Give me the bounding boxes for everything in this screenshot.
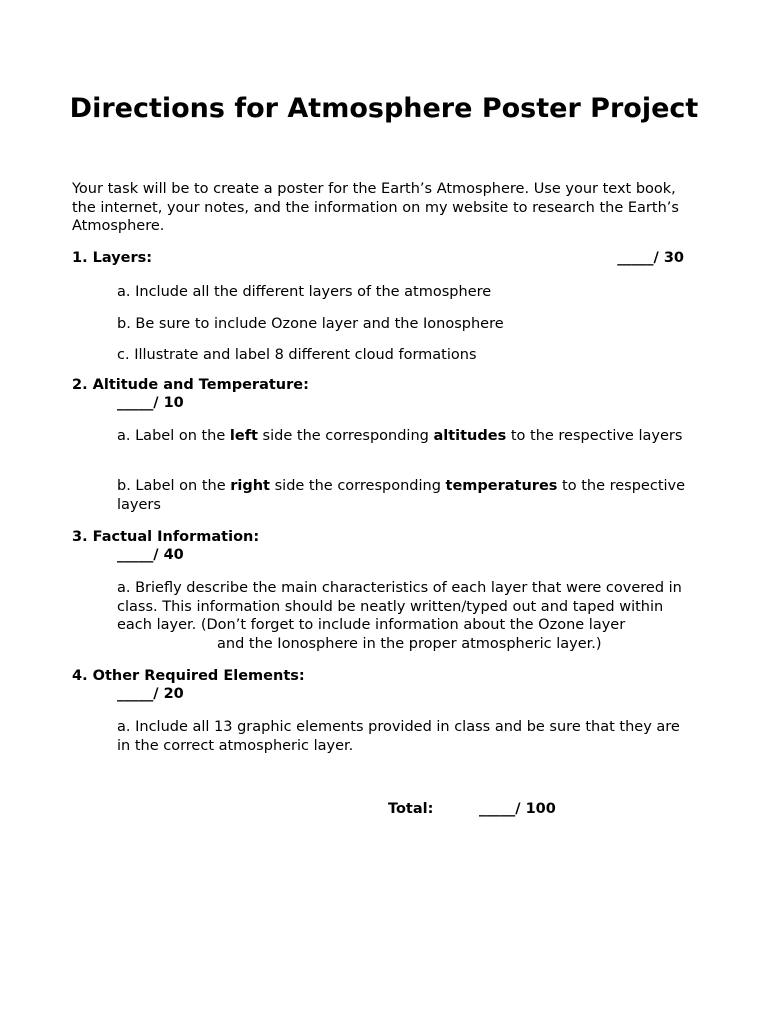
- section-1-score: _____/ 30: [617, 250, 684, 266]
- total-label: Total:: [388, 801, 434, 817]
- text-run: and the Ionosphere in the proper atmospheric layer.): [217, 635, 602, 652]
- section-4-score: _____/ 20: [117, 686, 184, 702]
- text-run: side the corresponding: [257, 428, 434, 444]
- total-score: _____/ 100: [479, 801, 556, 817]
- section-1-item-a: a. Include all the different layers of the atmosphere: [117, 284, 492, 300]
- emphasis-altitudes: altitudes: [433, 428, 507, 444]
- text-run: to the respective layers: [506, 428, 683, 444]
- section-2-heading: 2. Altitude and Temperature:: [72, 377, 309, 393]
- text-run: b. Label on the: [117, 478, 231, 494]
- page-title: Directions for Atmosphere Poster Project: [69, 93, 699, 124]
- emphasis-temperatures: temperatures: [445, 478, 558, 494]
- section-2-score: _____/ 10: [117, 395, 184, 411]
- text-run: to the respective layers: [117, 478, 686, 513]
- section-3-heading: 3. Factual Information:: [72, 529, 260, 545]
- section-1-item-b: b. Be sure to include Ozone layer and the Ionosphere: [117, 316, 504, 332]
- section-heading-text: 1. Layers:: [72, 250, 153, 266]
- section-1-item-c: c. Illustrate and label 8 different cloud formations: [117, 347, 477, 363]
- text-run: a. Briefly describe the main characteristics of each layer that were covered in class. This information should be neatly written/typed out and taped within each layer. (Don’t forget to include information about the Ozone layer: [117, 580, 682, 633]
- section-3-item-a: [117, 579, 692, 653]
- section-1-heading: [72, 249, 692, 267]
- section-2-item-a: [117, 427, 692, 446]
- text-run: side the corresponding: [270, 478, 446, 494]
- section-4-item-a: a. Include all 13 graphic elements provided in class and be sure that they are in the correct atmospheric layer.: [117, 719, 680, 754]
- text-run: a. Label on the: [117, 428, 230, 444]
- section-3-score: _____/ 40: [117, 547, 184, 563]
- emphasis-right: right: [230, 478, 270, 494]
- emphasis-left: left: [229, 428, 258, 444]
- intro-paragraph: Your task will be to create a poster for the Earth’s Atmosphere. Use your text book, the internet, your notes, and the information on my website to research the Earth’s Atmosphere.: [72, 181, 679, 234]
- section-2-item-b: [117, 477, 692, 514]
- section-4-heading: 4. Other Required Elements:: [72, 668, 305, 684]
